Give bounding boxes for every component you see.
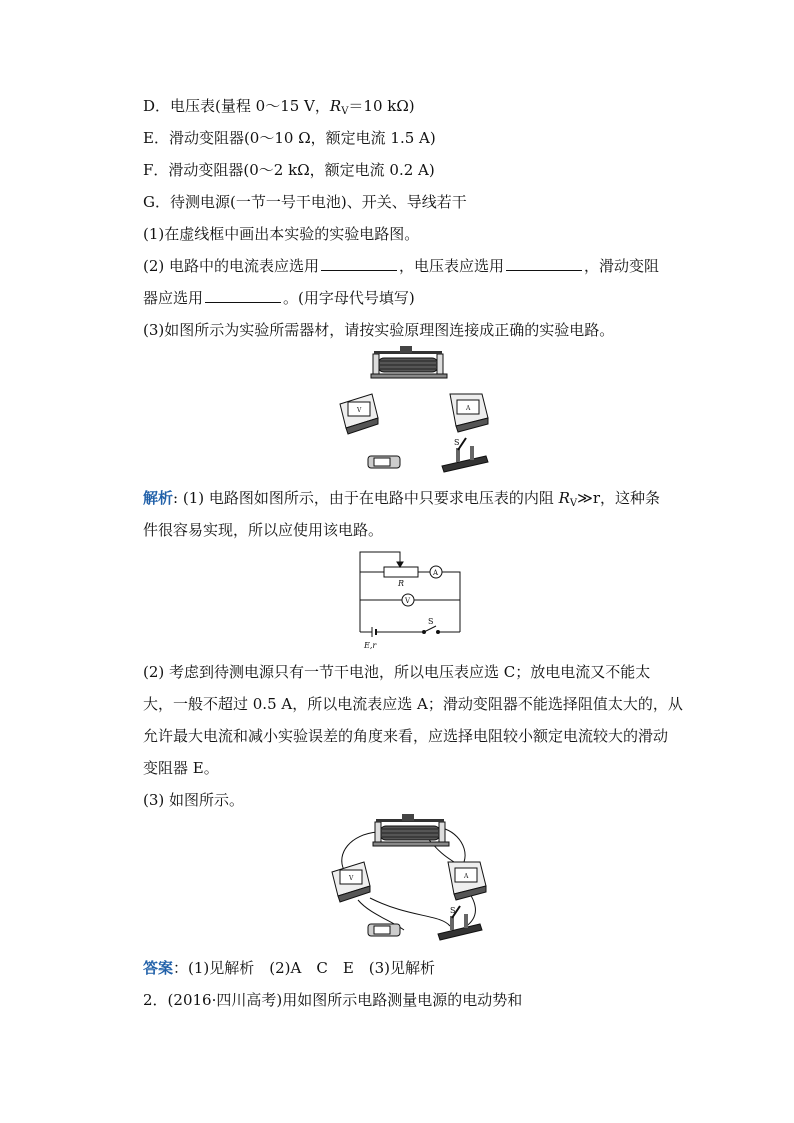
rheostat-icon xyxy=(373,814,449,846)
option-f: F．滑动变阻器(0～2 kΩ，额定电流 0.2 A) xyxy=(143,161,435,179)
analysis-line2: 件很容易实现，所以应使用该电路。 xyxy=(143,521,384,539)
circuit-s-label: S xyxy=(428,617,434,626)
ammeter-icon xyxy=(448,862,486,900)
voltmeter-icon xyxy=(340,394,378,434)
analysis-p1b: ≫r，这种条 xyxy=(577,489,661,507)
analysis-p2-line4: 变阻器 E。 xyxy=(143,759,219,777)
option-g: G．待测电源(一节一号干电池)、开关、导线若干 xyxy=(143,193,467,211)
analysis-p1sub: V xyxy=(569,498,578,509)
battery-icon xyxy=(368,924,400,936)
option-d-r: R xyxy=(329,97,342,115)
voltmeter-icon xyxy=(332,862,370,902)
circuit-diagram xyxy=(350,548,468,656)
answer-text: ：(1)见解析 (2)A C E (3)见解析 xyxy=(173,959,436,977)
question-2-part-d: 器应选用 xyxy=(143,289,204,307)
next-question: 2．(2016·四川高考)用如图所示电路测量电源的电动势和 xyxy=(143,991,523,1009)
question-2-part-a: (2) 电路中的电流表应选用 xyxy=(143,257,320,275)
question-2-part-b: ，电压表应选用 xyxy=(399,257,505,275)
option-e: E．滑动变阻器(0～10 Ω，额定电流 1.5 A) xyxy=(143,129,436,147)
analysis-p2-line1: (2) 考虑到待测电源只有一节干电池，所以电压表应选 C；放电电流又不能太 xyxy=(143,663,651,681)
analysis-p1r: R xyxy=(558,489,570,507)
ammeter-label: A xyxy=(466,405,471,412)
analysis-p2-line3: 允许最大电流和减小实验误差的角度来看，应选择电阻较小额定电流较大的滑动 xyxy=(143,727,669,745)
circuit-er-label: E,r xyxy=(364,641,377,650)
analysis-p1a: : (1) 电路图如图所示，由于在电路中只要求电压表的内阻 xyxy=(173,489,559,507)
question-3: (3)如图所示为实验所需器材，请按实验原理图连接成正确的实验电路。 xyxy=(143,321,615,339)
question-2-part-c: ，滑动变阻 xyxy=(584,257,660,275)
connected-voltmeter-label: V xyxy=(349,875,354,882)
option-d xyxy=(143,96,415,122)
connected-apparatus-figure xyxy=(330,814,490,944)
blank-voltmeter[interactable] xyxy=(506,256,582,271)
blank-ammeter[interactable] xyxy=(321,256,397,271)
voltmeter-label: V xyxy=(357,407,362,414)
analysis-p2-line2: 大，一般不超过 0.5 A，所以电流表应选 A；滑动变阻器不能选择阻值太大的，从 xyxy=(143,695,683,713)
circuit-r-label: R xyxy=(398,579,405,588)
apparatus-figure xyxy=(338,346,498,476)
option-d-post: ＝10 kΩ) xyxy=(348,97,415,115)
answer-line xyxy=(143,958,435,978)
analysis-p3: (3) 如图所示。 xyxy=(143,791,245,809)
connected-switch-label: S xyxy=(450,906,456,915)
ammeter-icon xyxy=(450,394,488,432)
question-2-part-e: 。(用字母代号填写) xyxy=(283,289,415,307)
answer-label: 答案 xyxy=(143,959,174,977)
analysis-line1 xyxy=(143,488,660,514)
analysis-label: 解析 xyxy=(143,489,174,507)
blank-rheostat[interactable] xyxy=(205,288,281,303)
circuit-v-label: V xyxy=(405,597,411,605)
option-d-sub: V xyxy=(341,106,349,117)
question-1: (1)在虚线框中画出本实验的实验电路图。 xyxy=(143,225,420,243)
question-2-line1 xyxy=(143,256,659,276)
option-d-pre: D．电压表(量程 0～15 V， xyxy=(143,97,330,115)
connected-ammeter-label: A xyxy=(464,873,469,880)
question-2-line2 xyxy=(143,288,415,308)
switch-icon xyxy=(442,438,488,472)
battery-icon xyxy=(368,456,400,468)
switch-label: S xyxy=(454,438,460,447)
circuit-a-label: A xyxy=(433,569,439,577)
rheostat-icon xyxy=(371,346,447,378)
